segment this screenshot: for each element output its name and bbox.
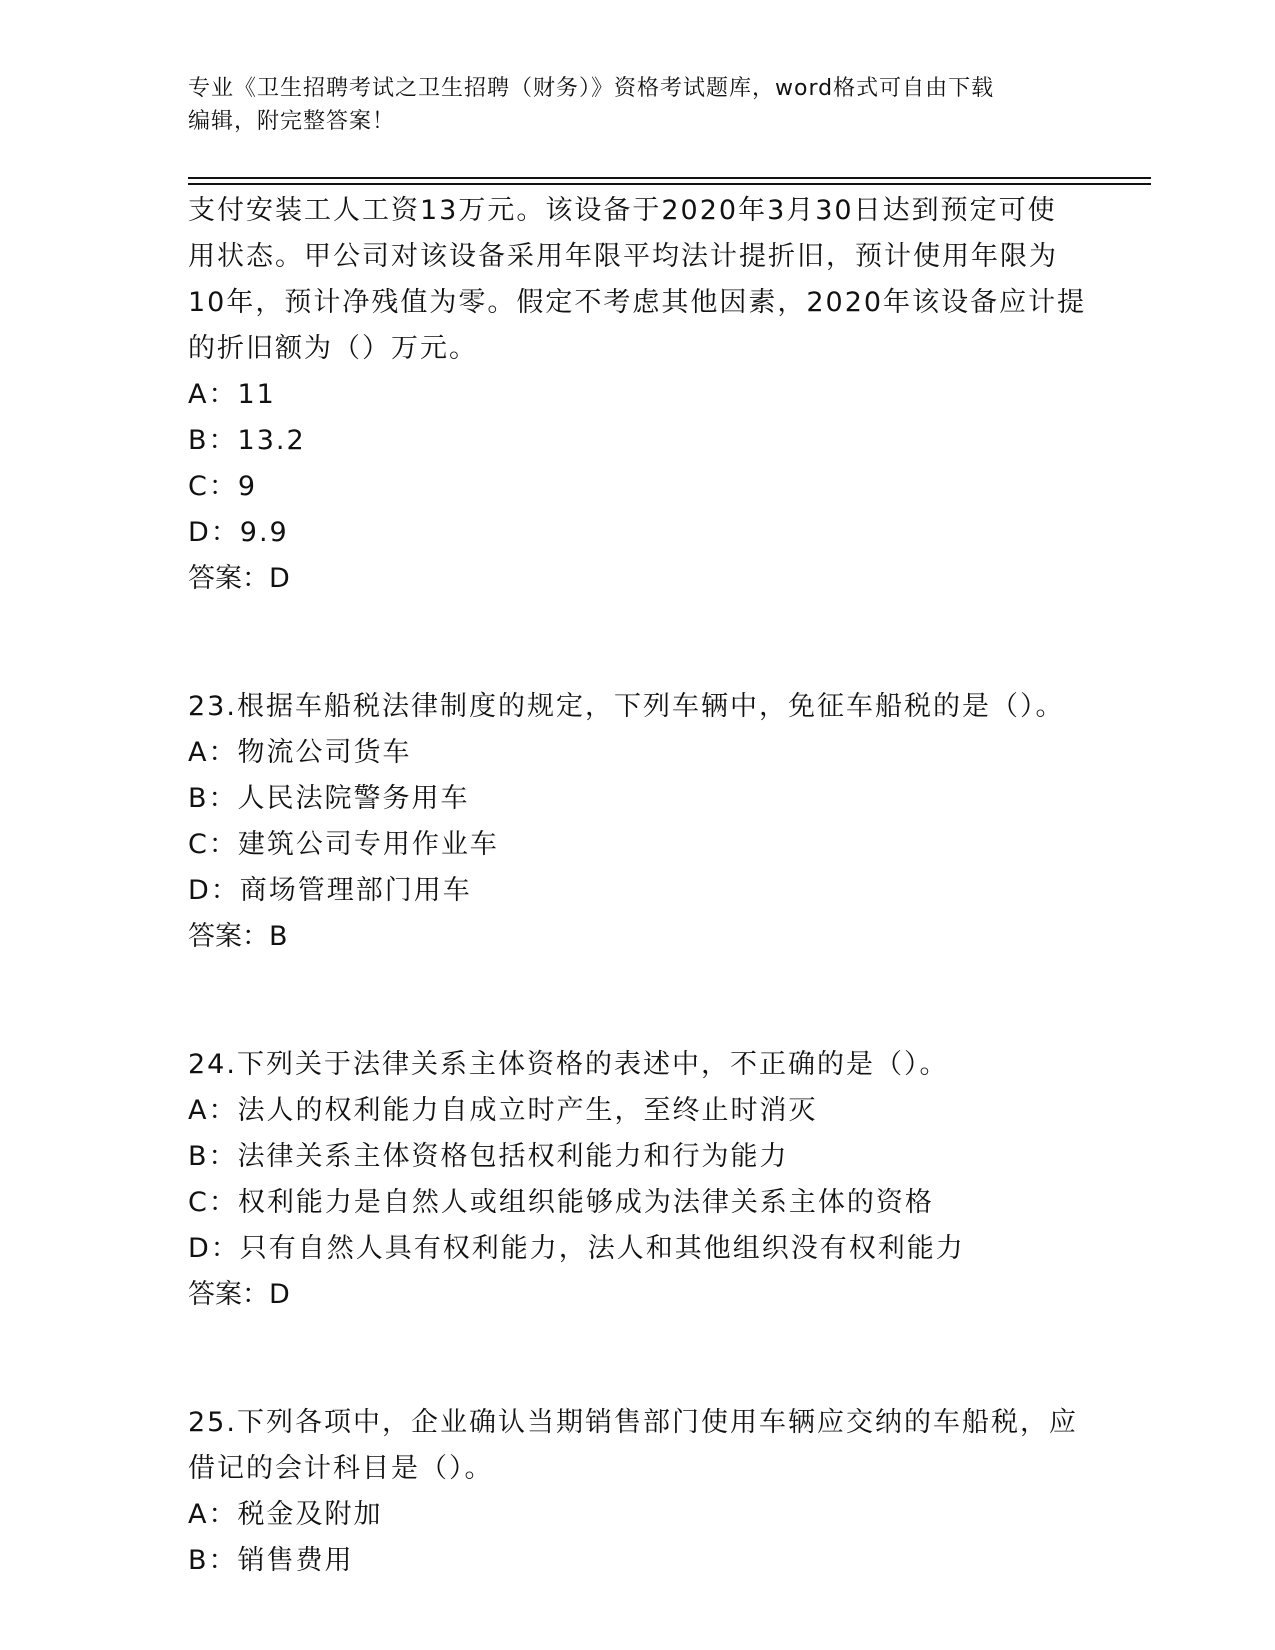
question-spacer <box>188 1318 1088 1400</box>
option-a: A：法人的权利能力自成立时产生，至终止时消灭 <box>188 1095 818 1126</box>
option-b: B：人民法院警务用车 <box>188 783 470 814</box>
question-stem-line: 25.下列各项中，企业确认当期销售部门使用车辆应交纳的车船税，应 <box>188 1407 1078 1438</box>
question-stem-line: 23.根据车船税法律制度的规定，下列车辆中，免征车船税的是（）。 <box>188 691 1065 722</box>
option-a: A：11 <box>188 379 276 410</box>
answer-line: 答案：B <box>188 921 288 952</box>
option-a: A：税金及附加 <box>188 1499 383 1530</box>
answer-line: 答案：D <box>188 563 290 594</box>
question-spacer <box>188 960 1088 1042</box>
header-line-2: 编辑，附完整答案！ <box>188 109 396 134</box>
question-stem-line: 借记的会计科目是（）。 <box>188 1453 494 1484</box>
question-spacer <box>188 602 1088 684</box>
option-c: C：9 <box>188 471 258 502</box>
option-d: D：商场管理部门用车 <box>188 875 472 906</box>
question-24 <box>188 1042 1088 1318</box>
header-divider-top <box>188 177 1151 179</box>
option-d: D：只有自然人具有权利能力，法人和其他组织没有权利能力 <box>188 1233 965 1264</box>
answer-line: 答案：D <box>188 1279 290 1310</box>
question-list <box>188 188 1088 1584</box>
question-stem-line: 的折旧额为（）万元。 <box>188 333 478 364</box>
option-d: D：9.9 <box>188 517 289 548</box>
document-header <box>188 72 1088 138</box>
option-b: B：法律关系主体资格包括权利能力和行为能力 <box>188 1141 789 1172</box>
option-b: B：销售费用 <box>188 1545 354 1576</box>
question-stem-line: 用状态。甲公司对该设备采用年限平均法计提折旧，预计使用年限为 <box>188 241 1058 272</box>
option-a: A：物流公司货车 <box>188 737 412 768</box>
option-c: C：权利能力是自然人或组织能够成为法律关系主体的资格 <box>188 1187 934 1218</box>
header-divider-bottom <box>188 183 1151 185</box>
header-line-1: 专业《卫生招聘考试之卫生招聘（财务）》资格考试题库，word格式可自由下载 <box>188 76 995 101</box>
question-23 <box>188 684 1088 960</box>
option-b: B：13.2 <box>188 425 306 456</box>
question-stem-line: 10年，预计净残值为零。假定不考虑其他因素，2020年该设备应计提 <box>188 287 1087 318</box>
question-25 <box>188 1400 1088 1584</box>
question-stem-line: 24.下列关于法律关系主体资格的表述中，不正确的是（）。 <box>188 1049 949 1080</box>
question-22 <box>188 188 1088 602</box>
question-stem-line: 支付安装工人工资13万元。该设备于2020年3月30日达到预定可使 <box>188 195 1057 226</box>
option-c: C：建筑公司专用作业车 <box>188 829 499 860</box>
